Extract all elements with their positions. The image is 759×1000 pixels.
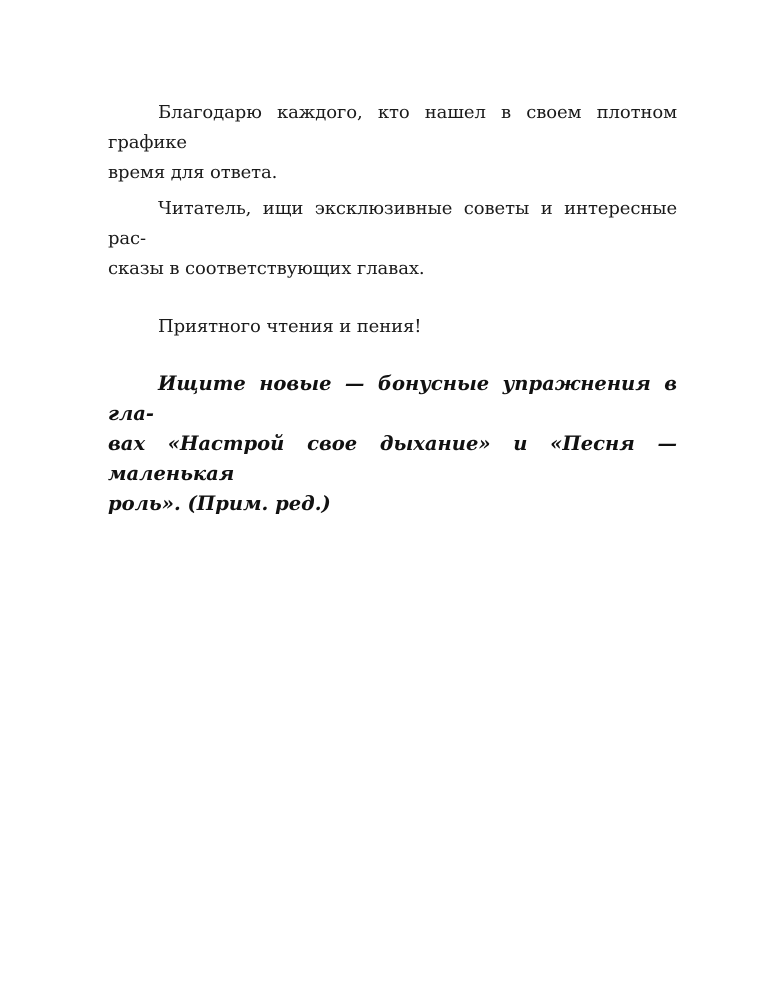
- paragraph-gratitude: [108, 98, 677, 188]
- editor-note-line: Ищите новые — бонусные упражнения в гла-: [108, 372, 677, 425]
- editor-note-line: вах «Настрой свое дыхание» и «Песня — маленькая: [108, 432, 677, 485]
- editor-note-line: роль». (Прим. ред.): [108, 492, 331, 515]
- editor-note: [108, 369, 677, 519]
- document-page: [108, 98, 677, 519]
- paragraph-line: Благодарю каждого, кто нашел в своем плотном графике: [108, 102, 677, 153]
- paragraph-line: сказы в соответствующих главах.: [108, 258, 425, 279]
- paragraph-line: время для ответа.: [108, 162, 278, 183]
- paragraph-reader-tips: [108, 194, 677, 284]
- paragraph-line: Приятного чтения и пения!: [158, 316, 422, 337]
- paragraph-enjoy-reading: [108, 312, 677, 342]
- paragraph-line: Читатель, ищи эксклюзивные советы и интересные рас-: [108, 198, 677, 249]
